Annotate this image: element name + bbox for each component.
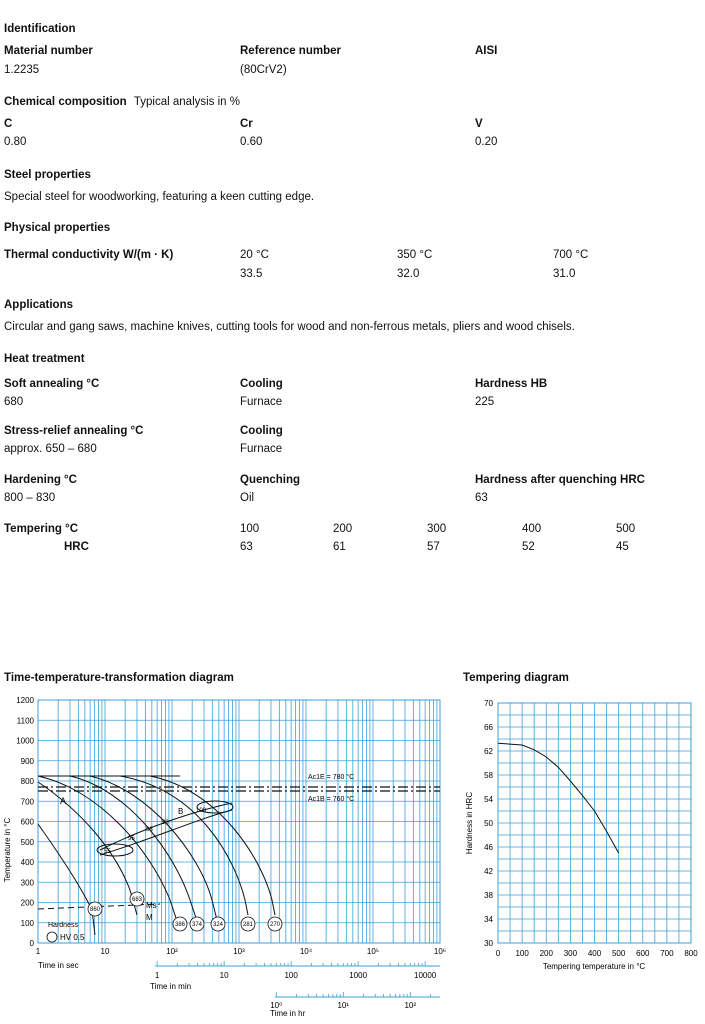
tempering-hrc-100: 63 — [240, 541, 253, 553]
min-tick-label: 10000 — [414, 971, 437, 980]
temp-700: 700 °C — [553, 249, 589, 261]
tempering-x-tick: 400 — [587, 949, 602, 958]
ttt-x-tick-label: 10⁴ — [299, 947, 313, 956]
tempering-x-tick: 600 — [636, 949, 650, 958]
conductivity-350: 32.0 — [397, 268, 420, 280]
ttt-y-tick-label: 400 — [20, 858, 34, 867]
stress-relief-label: Stress-relief annealing °C — [4, 425, 144, 437]
soft-annealing-label: Soft annealing °C — [4, 378, 100, 390]
tempering-hrc-200: 61 — [333, 541, 346, 553]
tempering-diagram-title: Tempering diagram — [463, 672, 569, 684]
ttt-y-tick-label: 800 — [20, 777, 34, 786]
reference-number-label: Reference number — [240, 45, 341, 57]
ttt-x-tick-label: 1 — [35, 947, 41, 956]
tempering-y-tick: 54 — [484, 795, 493, 804]
ttt-xlabel-hr: Time in hr — [270, 1009, 306, 1018]
hardness-hb-label: Hardness HB — [475, 378, 548, 390]
hardness-after-quenching-value: 63 — [475, 492, 488, 504]
ttt-y-tick-label: 200 — [20, 898, 34, 908]
tempering-y-tick: 50 — [484, 819, 493, 828]
hardness-after-quenching-label: Hardness after quenching HRC — [475, 474, 645, 486]
tempering-temp-400: 400 — [522, 523, 542, 535]
tempering-temp-500: 500 — [616, 523, 636, 535]
hardness-hb-value: 225 — [475, 396, 495, 408]
ttt-y-tick-label: 1200 — [16, 696, 34, 705]
quenching-value: Oil — [240, 492, 255, 504]
pct-label-100: 100 — [196, 808, 207, 814]
hardness-legend-label: Hardness — [48, 922, 78, 929]
ttt-x-tick-label: 10⁵ — [366, 947, 380, 956]
element-cr-label: Cr — [240, 118, 253, 130]
hardness-value: 281 — [242, 922, 254, 929]
heat-treatment-title: Heat treatment — [4, 353, 85, 365]
aisi-label: AISI — [475, 45, 498, 57]
ttt-y-tick-label: 500 — [20, 837, 34, 847]
ttt-y-tick-label: 1000 — [16, 736, 34, 746]
tempering-y-tick: 30 — [484, 939, 493, 948]
material-number-label: Material number — [4, 45, 93, 57]
ttt-y-tick-label: 700 — [20, 797, 34, 807]
min-axis — [155, 961, 437, 980]
hardness-value: 324 — [212, 922, 224, 929]
stress-relief-cooling-value: Furnace — [240, 443, 283, 455]
thermal-conductivity-label: Thermal conductivity W/(m · K) — [4, 249, 174, 261]
tempering-hrc-400: 52 — [522, 541, 535, 553]
ttt-y-tick-label: 1100 — [16, 716, 34, 726]
min-tick-label: 1 — [154, 971, 160, 980]
tempering-grid — [498, 703, 691, 943]
ttt-y-tick-label: 0 — [29, 939, 34, 948]
ttt-y-ticks — [16, 696, 34, 948]
element-v-value: 0.20 — [475, 136, 498, 148]
tempering-y-tick: 66 — [484, 723, 493, 732]
tempering-x-tick: 200 — [539, 949, 553, 958]
tempering-x-tick: 0 — [495, 949, 501, 958]
tempering-diagram — [462, 693, 702, 983]
hardness-circles — [88, 892, 282, 931]
soft-annealing-value: 680 — [4, 396, 24, 408]
steel-properties-text: Special steel for woodworking, featuring a keen cutting edge. — [4, 191, 315, 203]
temp-350: 350 °C — [397, 249, 433, 261]
tempering-y-tick: 38 — [484, 891, 493, 900]
ttt-x-ticks — [36, 947, 446, 956]
pct-label-99: 99 — [162, 820, 169, 826]
applications-title: Applications — [4, 299, 74, 311]
hardness-value: 386 — [174, 922, 186, 929]
min-tick-label: 10 — [219, 971, 229, 980]
hardening-value: 800 – 830 — [4, 492, 56, 504]
element-v-label: V — [475, 118, 483, 130]
conductivity-700: 31.0 — [553, 268, 576, 280]
stress-relief-cooling-label: Cooling — [240, 425, 283, 437]
applications-text: Circular and gang saws, machine knives, cutting tools for wood and non-ferrous metals, pliers and wood chisels. — [4, 321, 575, 333]
hr-tick-label: 10⁰ — [270, 1001, 283, 1010]
material-number-value: 1.2235 — [4, 64, 40, 76]
tempering-y-tick: 42 — [484, 867, 493, 876]
physical-properties-title: Physical properties — [4, 222, 111, 234]
tempering-x-tick: 300 — [563, 949, 578, 958]
ms-label: Ms — [146, 901, 157, 910]
min-tick-label: 1000 — [349, 971, 368, 980]
tempering-x-tick: 100 — [515, 949, 529, 958]
hardening-label: Hardening °C — [4, 474, 77, 486]
chemical-title-row — [4, 95, 240, 109]
tempering-xlabel: Tempering temperature in °C — [542, 962, 646, 971]
pct-label-98: 98 — [146, 827, 153, 833]
hr-tick-label: 10² — [404, 1001, 417, 1010]
ttt-x-tick-label: 10² — [166, 947, 178, 956]
tempering-y-tick: 62 — [484, 747, 493, 756]
hardness-value: 683 — [131, 897, 143, 904]
quenching-label: Quenching — [240, 474, 301, 486]
tempering-hrc-label: HRC — [64, 541, 89, 553]
region-a-label: A — [60, 796, 67, 806]
soft-annealing-cooling-value: Furnace — [240, 396, 283, 408]
identification-title: Identification — [4, 23, 76, 35]
hardness-value: 860 — [89, 907, 101, 914]
tempering-y-tick: 58 — [484, 771, 493, 780]
element-c-value: 0.80 — [4, 136, 27, 148]
tempering-y-tick: 70 — [484, 699, 493, 708]
steel-properties-title: Steel properties — [4, 169, 91, 181]
conductivity-20: 33.5 — [240, 268, 263, 280]
ttt-x-tick-label: 10 — [100, 947, 110, 956]
tempering-y-tick: 46 — [484, 843, 493, 852]
ttt-x-tick-label: 10⁶ — [433, 947, 447, 956]
tempering-y-tick: 34 — [484, 915, 493, 924]
tempering-temp-300: 300 — [427, 523, 447, 535]
ttt-ylabel: Temperature in °C — [3, 817, 12, 883]
hardness-value: 374 — [191, 922, 203, 929]
ttt-diagram — [0, 690, 460, 1020]
ttt-xlabel-min: Time in min — [150, 982, 192, 991]
element-c-label: C — [4, 118, 13, 130]
reference-number-value: (80CrV2) — [240, 64, 287, 76]
hardness-value: 270 — [269, 922, 281, 929]
ttt-x-tick-label: 10³ — [233, 947, 245, 956]
ttt-y-tick-label: 100 — [20, 918, 34, 928]
hr-tick-label: 10¹ — [337, 1001, 350, 1010]
hardness-legend-unit: HV 0.5 — [60, 933, 85, 942]
tempering-label: Tempering °C — [4, 523, 79, 535]
soft-annealing-cooling-label: Cooling — [240, 378, 283, 390]
tempering-hrc-500: 45 — [616, 541, 629, 553]
ttt-y-tick-label: 600 — [20, 817, 34, 827]
hr-axis — [270, 992, 430, 1010]
min-tick-label: 100 — [284, 971, 298, 980]
tempering-hrc-300: 57 — [427, 541, 440, 553]
tempering-ylabel: Hardness in HRC — [465, 791, 474, 855]
region-b-label: B — [178, 807, 184, 816]
ac1b-label: Ac1B = 760 °C — [308, 796, 355, 803]
temp-20: 20 °C — [240, 249, 269, 261]
tempering-x-tick: 700 — [660, 949, 674, 958]
ttt-y-tick-label: 300 — [20, 878, 34, 888]
tempering-x-tick: 500 — [611, 949, 626, 958]
tempering-x-tick: 800 — [684, 949, 698, 958]
ttt-xlabel-sec: Time in sec — [38, 961, 79, 970]
pct-label-95: 95 — [128, 836, 135, 842]
ac1e-label: Ac1E = 780 °C — [308, 774, 355, 781]
element-cr-value: 0.60 — [240, 136, 263, 148]
hardness-legend-circle — [47, 932, 57, 942]
ttt-y-tick-label: 900 — [20, 756, 34, 766]
pct-label-55: 55 — [104, 849, 111, 855]
tempering-temp-200: 200 — [333, 523, 353, 535]
tempering-temp-100: 100 — [240, 523, 260, 535]
ttt-title: Time-temperature-transformation diagram — [4, 672, 234, 684]
chemical-subtitle: Typical analysis in % — [133, 96, 240, 108]
chemical-title: Chemical composition — [4, 96, 127, 108]
m-label: M — [146, 913, 153, 922]
cooling-curve-1 — [38, 824, 95, 935]
stress-relief-value: approx. 650 – 680 — [4, 443, 97, 455]
